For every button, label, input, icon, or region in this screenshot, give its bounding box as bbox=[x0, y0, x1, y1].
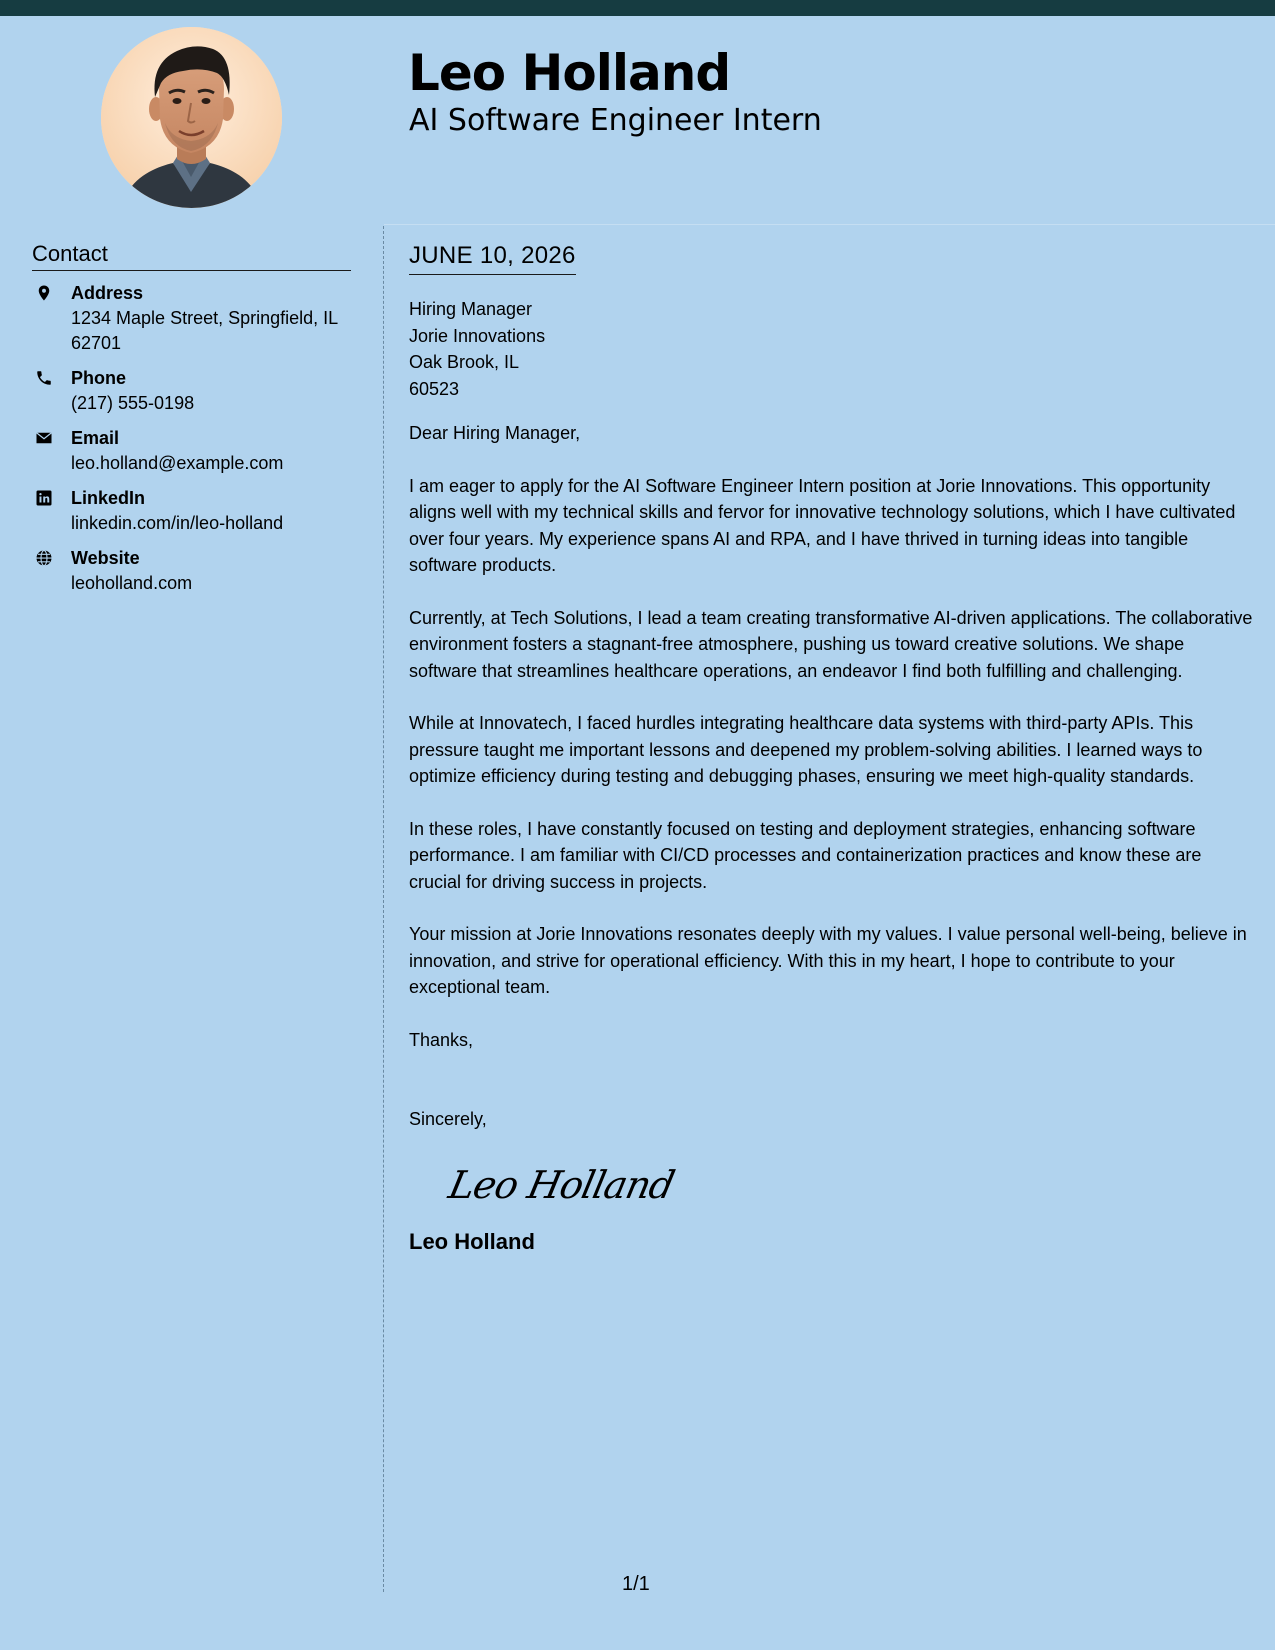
letter-body bbox=[409, 240, 1254, 1257]
column-divider bbox=[383, 226, 384, 1592]
recipient-line: Oak Brook, IL bbox=[409, 352, 520, 372]
page-number: 1/1 bbox=[622, 1573, 650, 1595]
body-paragraph: Currently, at Tech Solutions, I lead a team creating transformative AI-driven applications. The collaborative environment fosters a stagnant-free atmosphere, pushing us toward creative solutions. We shape software that streamlines healthcare operations, an endeavor I find both fulfilling and challenging. bbox=[409, 607, 1253, 681]
contact-label: Address bbox=[71, 283, 144, 303]
contact-label: LinkedIn bbox=[71, 488, 146, 508]
contact-label: Email bbox=[71, 428, 120, 448]
contact-value-website[interactable]: leoholland.com bbox=[71, 573, 193, 593]
contact-item-address bbox=[32, 281, 351, 356]
applicant-name: Leo Holland bbox=[408, 44, 731, 102]
job-title: AI Software Engineer Intern bbox=[409, 103, 822, 138]
contact-value-address: 1234 Maple Street, Springfield, IL 62701 bbox=[71, 308, 338, 353]
linkedin-icon bbox=[35, 489, 53, 507]
recipient-line: Jorie Innovations bbox=[409, 325, 546, 346]
contact-label: Phone bbox=[71, 368, 127, 388]
handwritten-signature: Leo Holland bbox=[445, 1162, 678, 1207]
contact-value-linkedin[interactable]: linkedin.com/in/leo-holland bbox=[71, 513, 284, 533]
recipient-line: Hiring Manager bbox=[409, 299, 533, 319]
contact-value-phone: (217) 555-0198 bbox=[71, 393, 195, 413]
recipient-block bbox=[409, 296, 1254, 402]
contact-item-phone bbox=[32, 366, 351, 416]
thanks-line: Thanks, bbox=[409, 1029, 474, 1050]
salutation: Dear Hiring Manager, bbox=[409, 423, 581, 443]
globe-icon bbox=[35, 549, 53, 567]
avatar bbox=[101, 27, 282, 208]
body-paragraph: Your mission at Jorie Innovations resonates deeply with my values. I value personal well-being, believe in innovation, and strive for operational efficiency. With this in my heart, I hope to contribute to your exceptional team. bbox=[409, 924, 1247, 997]
recipient-line: 60523 bbox=[409, 378, 460, 399]
header-divider bbox=[384, 224, 1275, 225]
contact-value-email[interactable]: leo.holland@example.com bbox=[71, 453, 284, 473]
phone-icon bbox=[35, 369, 53, 387]
closing: Sincerely, bbox=[409, 1109, 487, 1129]
map-pin-icon bbox=[35, 284, 53, 302]
letter-date: JUNE 10, 2026 bbox=[409, 240, 576, 275]
person-photo-icon bbox=[101, 27, 282, 208]
body-paragraph: In these roles, I have constantly focused on testing and deployment strategies, enhancing software performance. I am familiar with CI/CD processes and containerization practices and know these are crucial for driving success in projects. bbox=[409, 818, 1202, 892]
contact-heading: Contact bbox=[32, 240, 351, 271]
contact-item-linkedin bbox=[32, 486, 351, 536]
envelope-icon bbox=[35, 429, 53, 447]
contact-label: Website bbox=[71, 548, 140, 568]
top-accent-bar bbox=[0, 0, 1275, 16]
signer-name: Leo Holland bbox=[409, 1228, 535, 1254]
contact-item-website bbox=[32, 546, 351, 596]
contact-item-email bbox=[32, 426, 351, 476]
body-paragraph: I am eager to apply for the AI Software Engineer Intern position at Jorie Innovations. This opportunity aligns well with my technical skills and fervor for innovative technology solutions, which I have cultivated over four years. My experience spans AI and RPA, and I have thrived in turning ideas into tangible software products. bbox=[409, 475, 1236, 575]
body-paragraph: While at Innovatech, I faced hurdles integrating healthcare data systems with third-party APIs. This pressure taught me important lessons and deepened my problem-solving abilities. I learned ways to optimize efficiency during testing and debugging phases, ensuring we meet high-quality standards. bbox=[409, 713, 1203, 786]
contact-sidebar bbox=[32, 240, 351, 606]
